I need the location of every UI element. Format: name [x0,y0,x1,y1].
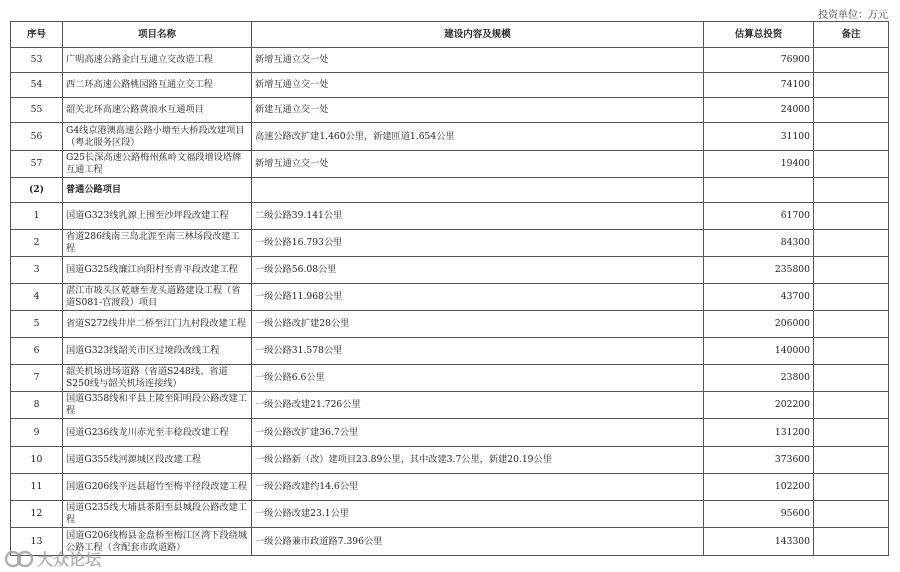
investment-unit-note: 投资单位：万元 [818,10,888,21]
cell-note [814,230,889,257]
cell-investment: 235800 [704,257,814,284]
cell-content: 新增互通立交一处 [252,73,704,98]
cell-project-name: G4线京港澳高速公路小塘至大桥段改建项目（粤北服务区段） [63,123,252,151]
table-row [11,528,889,556]
cell-investment: 19400 [704,151,814,178]
cell-content: 新增互通立交一处 [252,48,704,73]
cell-project-name: 国道G236线龙川赤光至丰稔段改建工程 [63,419,252,447]
cell-note [814,284,889,311]
cell-no: 11 [11,474,63,501]
project-table [10,21,889,556]
table-row [11,230,889,257]
cell-project-name: 广明高速公路金白互通立交改造工程 [63,48,252,73]
header-investment: 估算总投资 [704,22,814,48]
cell-note [814,178,889,203]
cell-no: 56 [11,123,63,151]
cell-note [814,447,889,474]
cell-content [252,178,704,203]
cell-project-name: 湛江市坡头区乾塘至龙头道路建设工程（省道S081-官渡段）项目 [63,284,252,311]
cell-note [814,73,889,98]
table-row [11,284,889,311]
cell-note [814,48,889,73]
cell-investment: 140000 [704,338,814,365]
header-name: 项目名称 [63,22,252,48]
table-row [11,73,889,98]
table-row [11,474,889,501]
table-row [11,311,889,338]
cell-note [814,365,889,392]
cell-investment: 373600 [704,447,814,474]
cell-no: 6 [11,338,63,365]
cell-project-name: 国道G355线河源城区段改建工程 [63,447,252,474]
cell-project-name: 国道G323线韶关市区过境段改线工程 [63,338,252,365]
cell-note [814,392,889,419]
cell-investment: 95600 [704,501,814,528]
cell-no: 3 [11,257,63,284]
cell-project-name: 韶关机场进场道路（省道S248线、省道S250线与韶关机场连接线） [63,365,252,392]
cell-no: 53 [11,48,63,73]
cell-no: 4 [11,284,63,311]
table-row [11,447,889,474]
cell-note [814,203,889,230]
cell-investment: 43700 [704,284,814,311]
cell-content: 一级公路兼市政道路7.396公里 [252,528,704,556]
header-content: 建设内容及规模 [252,22,704,48]
cell-content: 一级公路31.578公里 [252,338,704,365]
cell-content: 新建互通立交一处 [252,98,704,123]
cell-content: 一级公路新（改）建项目23.89公里，其中改建3.7公里，新建20.19公里 [252,447,704,474]
cell-note [814,501,889,528]
table-row [11,48,889,73]
cell-content: 一级公路改建约14.6公里 [252,474,704,501]
table-row [11,365,889,392]
cell-project-name: 普通公路项目 [63,178,252,203]
cell-project-name: 省道286线南三岛北涯至南三林场段改建工程 [63,230,252,257]
cell-project-name: 国道G325线廉江向阳村至青平段改建工程 [63,257,252,284]
cell-no: 54 [11,73,63,98]
table-row [11,392,889,419]
table-row [11,338,889,365]
header-no: 序号 [11,22,63,48]
table-row [11,123,889,151]
cell-investment: 143300 [704,528,814,556]
table-row [11,203,889,230]
cell-project-name: 国道G206线梅县金盘桥至梅江区湾下段绕城公路工程（含配套市政道路） [63,528,252,556]
cell-no: 1 [11,203,63,230]
cell-investment: 24000 [704,98,814,123]
cell-project-name: 国道G206线平远县超竹至梅平径段改建工程 [63,474,252,501]
cell-content: 一级公路56.08公里 [252,257,704,284]
header-note: 备注 [814,22,889,48]
cell-no: 57 [11,151,63,178]
cell-note [814,338,889,365]
cell-content: 新增互通立交一处 [252,151,704,178]
cell-note [814,528,889,556]
cell-no: 10 [11,447,63,474]
cell-no: 12 [11,501,63,528]
cell-investment: 31100 [704,123,814,151]
cell-no: 13 [11,528,63,556]
cell-investment: 102200 [704,474,814,501]
cell-investment: 76900 [704,48,814,73]
cell-content: 二级公路39.141公里 [252,203,704,230]
cell-investment: 206000 [704,311,814,338]
cell-note [814,311,889,338]
cell-project-name: 省道S272线井岸二桥至江门九村段改建工程 [63,311,252,338]
cell-content: 一级公路16.793公里 [252,230,704,257]
cell-investment: 61700 [704,203,814,230]
section-row [11,178,889,203]
watermark-text: 大众论坛 [37,550,102,569]
cell-content: 高速公路改扩建1.460公里，新建匝道1.654公里 [252,123,704,151]
cell-note [814,98,889,123]
cell-content: 一级公路6.6公里 [252,365,704,392]
cell-project-name: 国道G323线乳源上围至沙坪段改建工程 [63,203,252,230]
cell-project-name: 国道G235线大埔县茶阳至县城段公路改建工程 [63,501,252,528]
cell-content: 一级公路改扩建28公里 [252,311,704,338]
cell-investment: 131200 [704,419,814,447]
cell-investment: 202200 [704,392,814,419]
table-row [11,151,889,178]
table-header-row [11,22,889,48]
cell-note [814,151,889,178]
cell-note [814,474,889,501]
cell-content: 一级公路改建23.1公里 [252,501,704,528]
table-row [11,257,889,284]
table-row [11,501,889,528]
cell-no: (2) [11,178,63,203]
cell-project-name: G25长深高速公路梅州蕉岭文福段增设塔牌互通工程 [63,151,252,178]
cell-no: 8 [11,392,63,419]
cell-no: 2 [11,230,63,257]
cell-content: 一级公路改建21.726公里 [252,392,704,419]
cell-investment: 84300 [704,230,814,257]
cell-project-name: 韶关北环高速公路黄浪水互通项目 [63,98,252,123]
cell-content: 一级公路11.968公里 [252,284,704,311]
cell-no: 7 [11,365,63,392]
cell-investment: 74100 [704,73,814,98]
cell-content: 一级公路改扩建36.7公里 [252,419,704,447]
table-row [11,98,889,123]
cell-note [814,123,889,151]
table-row [11,419,889,447]
cell-project-name: 西二环高速公路桃园路互通立交工程 [63,73,252,98]
cell-investment [704,178,814,203]
cell-no: 9 [11,419,63,447]
cell-project-name: 国道G358线和平县上陵至阳明段公路改建工程 [63,392,252,419]
cell-investment: 23800 [704,365,814,392]
cell-no: 5 [11,311,63,338]
cell-note [814,257,889,284]
cell-no: 55 [11,98,63,123]
cell-note [814,419,889,447]
